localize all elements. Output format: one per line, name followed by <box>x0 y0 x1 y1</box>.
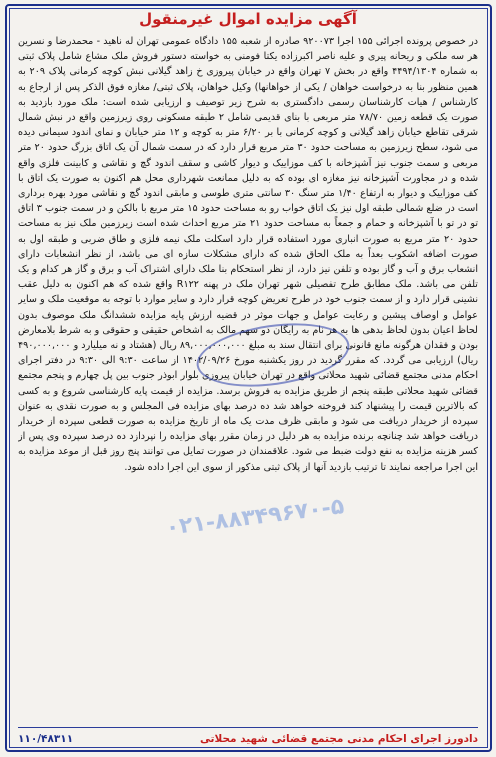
footer <box>18 730 478 748</box>
phone-watermark: ۰۲۱-۸۸۳۴۹۶۷۰-۵ <box>164 494 346 541</box>
footer-code: ۱۱۰/۴۸۳۱۱ <box>18 733 74 745</box>
notice-body: در خصوص پرونده اجرائی ۱۵۵ اجرا ۹۲۰۰۷۳ صادره از شعبه ۱۵۵ دادگاه عمومی تهران له ناهید - محمدرضا و نسرین هر سه ملکی و ریحانه پیری و علیه ناصر اکبرزاده یکتا فومنی به خواسته دستور فروش ملک مشاع شامل پلاک ثبتی به شماره ۴۴۹۴/۱۳۰۴ واقع در بخش ۷ تهران واقع در خیابان پیروزی خ زاهد گیلانی نبش کوچه کرمانی پلاک ۲۰۹ به همین منظور بنا به درخواست خواهان / یکی از خواهانها) وکیل خواهان، پلاک ثبتی/ مغازه فوق الذکر پس از ارجاع به کارشناس / هیات کارشناسان رسمی دادگستری به شرح زیر توصیف و ارزیابی شده است: ملک مورد بازدید به صورت یک قطعه زمین ۷۸/۷۰ متر مربعی با بنای قدیمی شامل ۲ طبقه مسکونی روی زیرزمین واقع در نبش شمال شرقی تقاطع خیابان زاهد گیلانی و کوچه کرمانی با بر ۶/۲۰ متر به کوچه و ۱۲ متر خیابان و نمای اندود سیمانی دیده می شود، سطح زیرزمین به مساحت حدود ۳۰ متر مربع قرار دارد که در سمت شمال آن یک اتاق بزرگ حدود ۲۰ متر مربعی و سمت جنوب نیز آشپزخانه با کف موزاییک و دیوار کاشی و سقف اندود گچ و نقاشی و کابینت فلزی واقع شده و در مجاورت آشپزخانه نیز مغازه ای بوده که به دلیل ممانعت شهرداری محل هم اکنون به صورت یک اتاق با کف موزاییک و دیوار به ارتفاع ۱/۴۰ متر سنگ ۳۰ سانتی متری طوسی و مابقی اندود گچ و نقاشی مورد بهره برداری است در ضلع شمالی طبقه اول نیز یک اتاق خواب رو به مساحت حدود ۱۵ متر مربع با بالکن و در سمت جنوب ۳ اتاق تو در تو با آشپزخانه و حمام و جمعاً به مساحت حدود ۲۱ متر مربع احداث شده است زیرزمین ملک نیز به مساحت حدود ۲۰ متر مربع به صورت انباری مورد استفاده قرار دارد اسکلت ملک نیمه فلزی و طاق ضربی و طبقه اول به صورت اضافه اشکوب بعداً به ملک الحاق شده که دارای مشکلات سازه ای می باشد، از نظر انشعابات دارای انشعاب برق و آب و گاز بوده و تلفن نیز دارد، از نظر استحکام بنا ملک دارای اشتراک آب و برق و گاز هر کدام و یک تلفن می باشد. ملک مطابق طرح تفصیلی شهر تهران ملک در پهنه R۱۲۲ واقع شده که هم اکنون به دلیل عقب نشینی قرار دارد و از سمت جنوب خود در طرح تعریض کوچه قرار دارد و سایر موارد با توجه به موقعیت ملک و سایر عوامل و اوصاف پیشین و رعایت عوامل و جهات موثر در قضیه ارزش پایه مزایده ششدانگ ملک موصوف بدون لحاظ اعیان بدون لحاظ بدهی ها به هر نام به رایگان دو سهم مالک به اشخاص حقیقی و حقوقی و به شرط بلامعارض بودن و فقدان هرگونه مانع قانونی برای انتقال سند به مبلغ ۸۹,۰۰۰,۰۰۰,۰۰۰ ریال (هشتاد و نه میلیارد و ۴۹۰,۰۰۰,۰۰۰ ریال) ارزیابی می گردد. که مقرر گردید در روز یکشنبه مورخ ۱۴۰۲/۰۹/۲۶ از ساعت ۹:۳۰ الی ۹:۳۰ در دفتر اجرای احکام مدنی مجتمع قضائی شهید محلاتی واقع در تهران خیابان پیروزی بلوار ابوذر جنوب بین پل چهارم و پنجم مجتمع قضائی شهید محلاتی طبقه پنجم از طریق مزایده به فروش برسد. مزایده از قیمت پایه کارشناسی شروع و به کسی که بالاترین قیمت را پیشنهاد کند فروخته خواهد شد ده درصد بهای مزایده فی المجلس و به صورت نقدی به عنوان سپرده از خریدار دریافت می شود و مابقی ظرف مدت یک ماه از تاریخ مزایده به صورت قطعی سپرده از خریدار دریافت خواهد شد چنانچه برنده مزایده به هر دلیل در زمان مقرر بهای مزایده را نپردازد ده درصد سپرده وی پس از کسر هزینه مزایده به نفع دولت ضبط می شود. علاقمندان در صورت تمایل می توانند پنج روز قبل از موعد مزایده به این اجرا مراجعه نمایند تا ترتیب بازدید آنها از پلاک ثبتی مذکور از سوی این اجرا داده شود. <box>18 36 478 473</box>
notice-title: آگهی مزایده اموال غیرمنقول <box>139 10 357 28</box>
footer-signature: دادورز اجرای احکام مدنی مجتمع قضائی شهید محلاتی <box>199 733 478 745</box>
footer-divider <box>18 727 478 728</box>
